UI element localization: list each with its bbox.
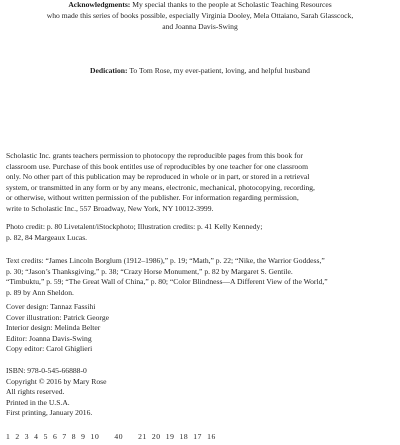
text-credits-line: p. 89 by Ann Sheldon.	[6, 287, 74, 297]
dedication-label: Dedication:	[90, 66, 128, 75]
permission-line: Scholastic Inc. grants teachers permission to photocopy the reproducible pages from this book for	[6, 151, 303, 160]
printed-in: Printed in the U.S.A.	[6, 397, 70, 407]
permission-line: classroom use. Purchase of this book entitles use of reproducibles by one teacher for one classroom	[6, 161, 308, 171]
dedication-text: To Tom Rose, my ever-patient, loving, and helpful husband	[127, 66, 310, 75]
text-credits-line: Text credits: “James Lincoln Borglum (1912–1986),” p. 19; “Math,” p. 22; “Nike, the Warrior Goddess,”	[6, 256, 325, 265]
publication-info	[6, 366, 396, 419]
cover-design-credit: Cover design: Tannaz Fassihi	[6, 302, 96, 311]
permission-line: write to Scholastic Inc., 557 Broadway, New York, NY 10012-3999.	[6, 203, 214, 213]
dedication-line	[20, 66, 380, 77]
printer-key-line: 1 2 3 4 5 6 7 8 9 10 40 21 20 19 18 17 16	[6, 432, 216, 441]
text-credits-line: p. 30; “Jason’s Thanksgiving,” p. 38; “Crazy Horse Monument,” p. 82 by Margaret S. Gentile.	[6, 266, 293, 276]
text-credits	[6, 256, 396, 298]
photo-credits-line: p. 82, 84 Margeaux Lucas.	[6, 232, 88, 242]
copy-editor-credit: Copy editor: Carol Ghiglieri	[6, 344, 93, 354]
text-credits-line: “Timbuktu,” p. 59; “The Great Wall of China,” p. 80; “Color Blindness—A Different View of the World,”	[6, 277, 328, 287]
acknowledgments-line-3: and Joanna Davis-Swing	[162, 21, 238, 31]
rights-notice: All rights reserved.	[6, 387, 65, 397]
photo-credits	[6, 222, 396, 243]
permission-notice	[6, 151, 396, 215]
photo-credits-line: Photo credit: p. 80 Livetalent/iStockphoto; Illustration credits: p. 41 Kelly Kennedy;	[6, 222, 263, 231]
acknowledgments-text-1: My special thanks to the people at Scholastic Teaching Resources	[130, 0, 332, 9]
acknowledgments-section	[20, 0, 380, 32]
permission-line: system, or transmitted in any form or by any means, electronic, mechanical, photocopying, recording,	[6, 182, 315, 192]
permission-line: or otherwise, without written permission of the publisher. For information regarding permission,	[6, 193, 299, 203]
acknowledgments-line-2: who made this series of books possible, especially Virginia Dooley, Mela Ottaiano, Sarah Glasscock,	[46, 10, 354, 20]
acknowledgments-label: Acknowledgments:	[68, 0, 131, 9]
acknowledgments-line-1	[20, 0, 380, 11]
interior-design-credit: Interior design: Melinda Belter	[6, 323, 101, 333]
first-printing: First printing, January 2016.	[6, 408, 93, 418]
design-credits	[6, 302, 396, 355]
cover-illustration-credit: Cover illustration: Patrick George	[6, 312, 109, 322]
isbn: ISBN: 978-0-545-66888-0	[6, 366, 87, 375]
permission-line: only. No other part of this publication may be reproduced in whole or in part, or stored in a retrieval	[6, 172, 310, 182]
copyright-notice: Copyright © 2016 by Mary Rose	[6, 376, 107, 386]
editor-credit: Editor: Joanna Davis-Swing	[6, 333, 92, 343]
dedication-section	[20, 66, 380, 77]
